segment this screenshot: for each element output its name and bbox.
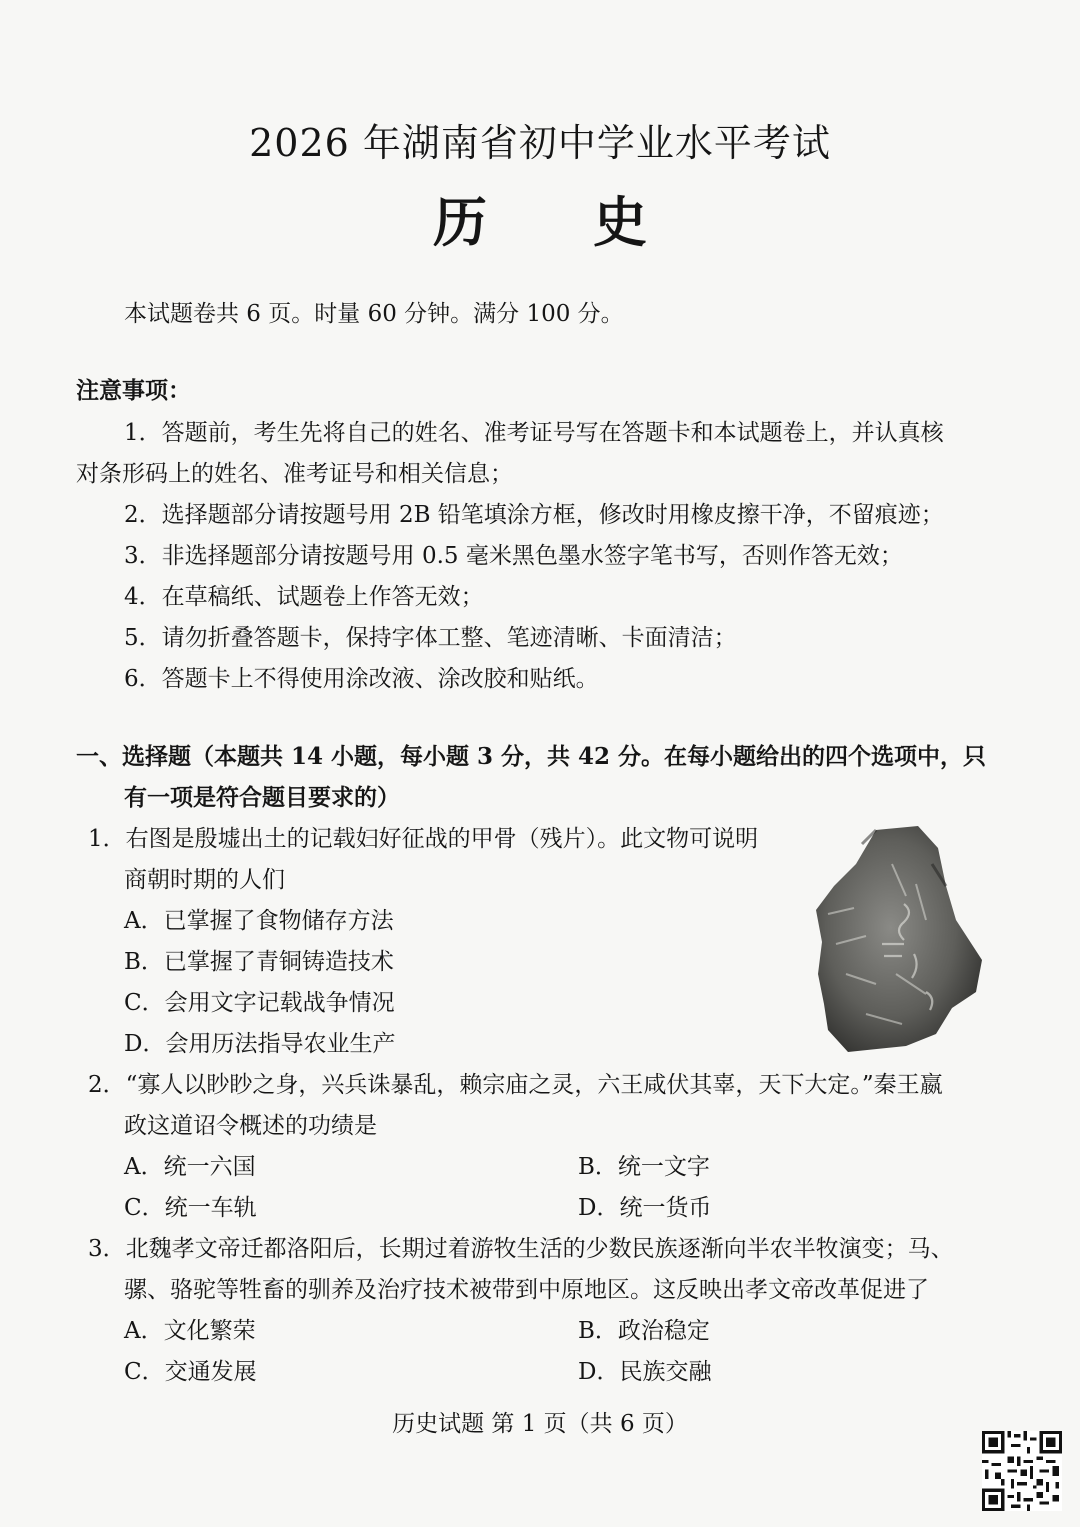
question-1-option-c: C．会用文字记载战争情况 (124, 990, 395, 1016)
question-2-stem: 2．“寡人以眇眇之身，兴兵诛暴乱，赖宗庙之灵，六王咸伏其辜，天下大定。”秦王嬴 (88, 1072, 943, 1098)
notice-item-6: 6．答题卡上不得使用涂改液、涂改胶和贴纸。 (124, 666, 599, 692)
qr-code-icon (982, 1431, 1062, 1511)
notice-item-5: 5．请勿折叠答题卡，保持字体工整、笔迹清晰、卡面清洁； (124, 625, 737, 651)
question-2-stem-cont: 政这道诏令概述的功绩是 (124, 1113, 377, 1139)
question-1-stem-cont: 商朝时期的人们 (124, 867, 285, 893)
question-3-option-b: B．政治稳定 (578, 1318, 710, 1344)
question-3-stem: 3．北魏孝文帝迁都洛阳后，长期过着游牧生活的少数民族逐渐向半农半牧演变；马、 (88, 1236, 954, 1262)
notice-item-1: 1．答题前，考生先将自己的姓名、准考证号写在答题卡和本试题卷上，并认真核 (124, 420, 944, 446)
notice-heading: 注意事项： (76, 377, 191, 404)
notice-item-2: 2．选择题部分请按题号用 2B 铅笔填涂方框，修改时用橡皮擦干净，不留痕迹； (124, 502, 944, 528)
exam-title: 2026 年湖南省初中学业水平考试 (249, 121, 831, 165)
section-heading: 一、选择题（本题共 14 小题，每小题 3 分，共 42 分。在每小题给出的四个选项中，只 (76, 743, 987, 770)
section-heading-cont: 有一项是符合题目要求的） (124, 784, 400, 811)
question-3-stem-cont: 骡、骆驼等牲畜的驯养及治疗技术被带到中原地区。这反映出孝文帝改革促进了 (124, 1277, 929, 1303)
question-3-option-d: D．民族交融 (578, 1359, 712, 1385)
notice-item-3: 3．非选择题部分请按题号用 0.5 毫米黑色墨水签字笔书写，否则作答无效； (124, 543, 903, 569)
question-1-option-a: A．已掌握了食物储存方法 (124, 908, 394, 934)
notice-item-4: 4．在草稿纸、试题卷上作答无效； (124, 584, 484, 610)
question-1-stem: 1．右图是殷墟出土的记载妇好征战的甲骨（残片）。此文物可说明 (88, 826, 759, 852)
question-2-option-b: B．统一文字 (578, 1154, 710, 1180)
question-3-option-a: A．文化繁荣 (124, 1318, 256, 1344)
question-3-option-c: C．交通发展 (124, 1359, 257, 1385)
notice-item-1-cont: 对条形码上的姓名、准考证号和相关信息； (76, 461, 513, 487)
subject-title: 历史 (433, 190, 753, 254)
exam-info: 本试题卷共 6 页。时量 60 分钟。满分 100 分。 (124, 301, 624, 327)
question-1-option-b: B．已掌握了青铜铸造技术 (124, 949, 394, 975)
page-footer: 历史试题 第 1 页（共 6 页） (392, 1411, 688, 1437)
oracle-bone-fragment-image (806, 824, 990, 1056)
question-1-option-d: D．会用历法指导农业生产 (124, 1031, 396, 1057)
question-2-option-d: D．统一货币 (578, 1195, 712, 1221)
question-2-option-c: C．统一车轨 (124, 1195, 257, 1221)
question-2-option-a: A．统一六国 (124, 1154, 256, 1180)
